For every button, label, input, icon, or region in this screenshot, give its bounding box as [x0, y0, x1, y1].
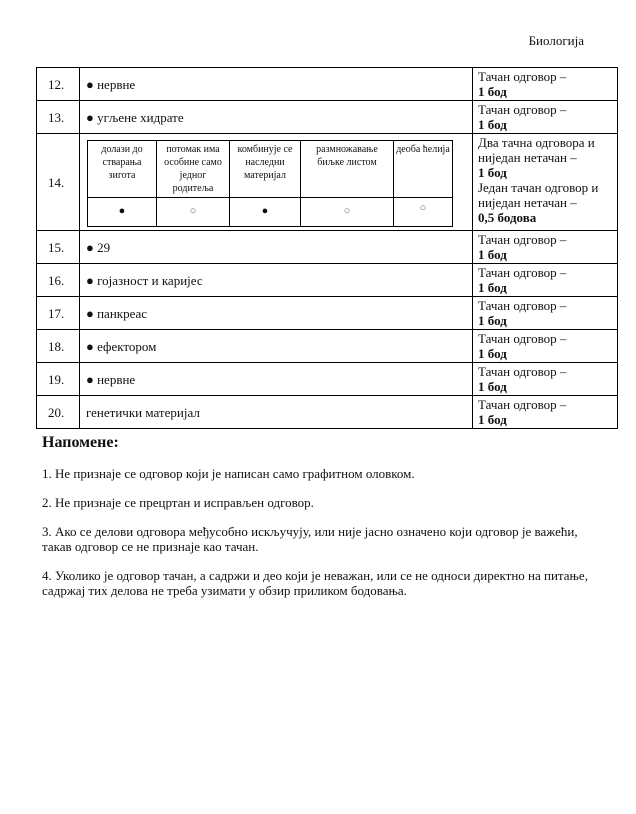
points-cell [473, 330, 618, 363]
matrix-header: потомак има особине само једног родитеља [157, 140, 230, 197]
question-number: 12. [37, 68, 80, 101]
table-row [37, 134, 618, 231]
points-text: Један тачан одговор и нијeдан нетачан – [478, 180, 599, 210]
matrix-header: долази до стварања зигота [88, 140, 157, 197]
points-value: 1 бод [478, 84, 507, 99]
answer-cell: ● нервне [80, 68, 473, 101]
matrix-mark-filled: ● [88, 197, 157, 226]
table-row [37, 330, 618, 363]
points-text: Тачан одговор – [478, 69, 567, 84]
points-cell [473, 68, 618, 101]
answer-cell [80, 134, 473, 231]
points-cell [473, 264, 618, 297]
points-text: Тачан одговор – [478, 102, 567, 117]
answer-cell: ● гојазност и каријес [80, 264, 473, 297]
matrix-mark-empty: ○ [394, 197, 453, 226]
note-item: 3. Ако се делови одговора међусобно искључују, или није јасно означено који одговор је важећи, такав одговор се не признаје као тачан. [42, 524, 578, 554]
answer-cell: ● нервне [80, 363, 473, 396]
points-text: Тачан одговор – [478, 331, 567, 346]
table-row [37, 231, 618, 264]
points-text: Тачан одговор – [478, 298, 567, 313]
table-row [37, 101, 618, 134]
points-value: 1 бод [478, 379, 507, 394]
question-number: 15. [37, 231, 80, 264]
question-number: 14. [37, 134, 80, 231]
subject-header: Биологија [528, 33, 584, 48]
answer-matrix [87, 140, 453, 227]
answer-cell: ● угљене хидрате [80, 101, 473, 134]
question-number: 13. [37, 101, 80, 134]
table-row [37, 297, 618, 330]
note-item: 2. Не признаје се прецртан и исправљен одговор. [42, 495, 314, 510]
table-row [37, 363, 618, 396]
table-row [37, 264, 618, 297]
question-number: 18. [37, 330, 80, 363]
question-number: 17. [37, 297, 80, 330]
points-cell [473, 396, 618, 429]
matrix-mark-filled: ● [230, 197, 301, 226]
points-text: Тачан одговор – [478, 397, 567, 412]
points-value: 0,5 бодова [478, 210, 537, 225]
points-cell [473, 297, 618, 330]
matrix-header: размножавање биљке листом [301, 140, 394, 197]
matrix-mark-empty: ○ [157, 197, 230, 226]
note-item: 4. Уколико је одговор тачан, а садржи и део који је неважан, или се не односи директно на питање, садржај тих делова не треба узимати у обзир приликом бодовања. [42, 568, 588, 598]
answer-cell: ● панкреас [80, 297, 473, 330]
matrix-header: деоба ћелија [394, 140, 453, 197]
points-value: 1 бод [478, 313, 507, 328]
points-value: 1 бод [478, 247, 507, 262]
points-value: 1 бод [478, 165, 507, 180]
points-value: 1 бод [478, 117, 507, 132]
table-row [37, 68, 618, 101]
notes-section [42, 434, 602, 612]
points-text: Тачан одговор – [478, 232, 567, 247]
answer-cell: генетички материјал [80, 396, 473, 429]
note-item: 1. Не признаје се одговор који је написан само графитном оловком. [42, 466, 415, 481]
points-value: 1 бод [478, 280, 507, 295]
points-value: 1 бод [478, 346, 507, 361]
points-cell [473, 231, 618, 264]
points-cell [473, 101, 618, 134]
points-text: Тачан одговор – [478, 364, 567, 379]
question-number: 19. [37, 363, 80, 396]
points-cell [473, 363, 618, 396]
question-number: 16. [37, 264, 80, 297]
answer-key-table [36, 67, 618, 429]
table-row [37, 396, 618, 429]
points-text: Два тачна одговора и нијeдан нетачан – [478, 135, 595, 165]
question-number: 20. [37, 396, 80, 429]
notes-title: Напомене: [42, 434, 119, 451]
answer-cell: ● ефектором [80, 330, 473, 363]
matrix-header: комбинује се наследни материјал [230, 140, 301, 197]
points-text: Тачан одговор – [478, 265, 567, 280]
points-cell [473, 134, 618, 231]
points-value: 1 бод [478, 412, 507, 427]
answer-cell: ● 29 [80, 231, 473, 264]
matrix-mark-empty: ○ [301, 197, 394, 226]
